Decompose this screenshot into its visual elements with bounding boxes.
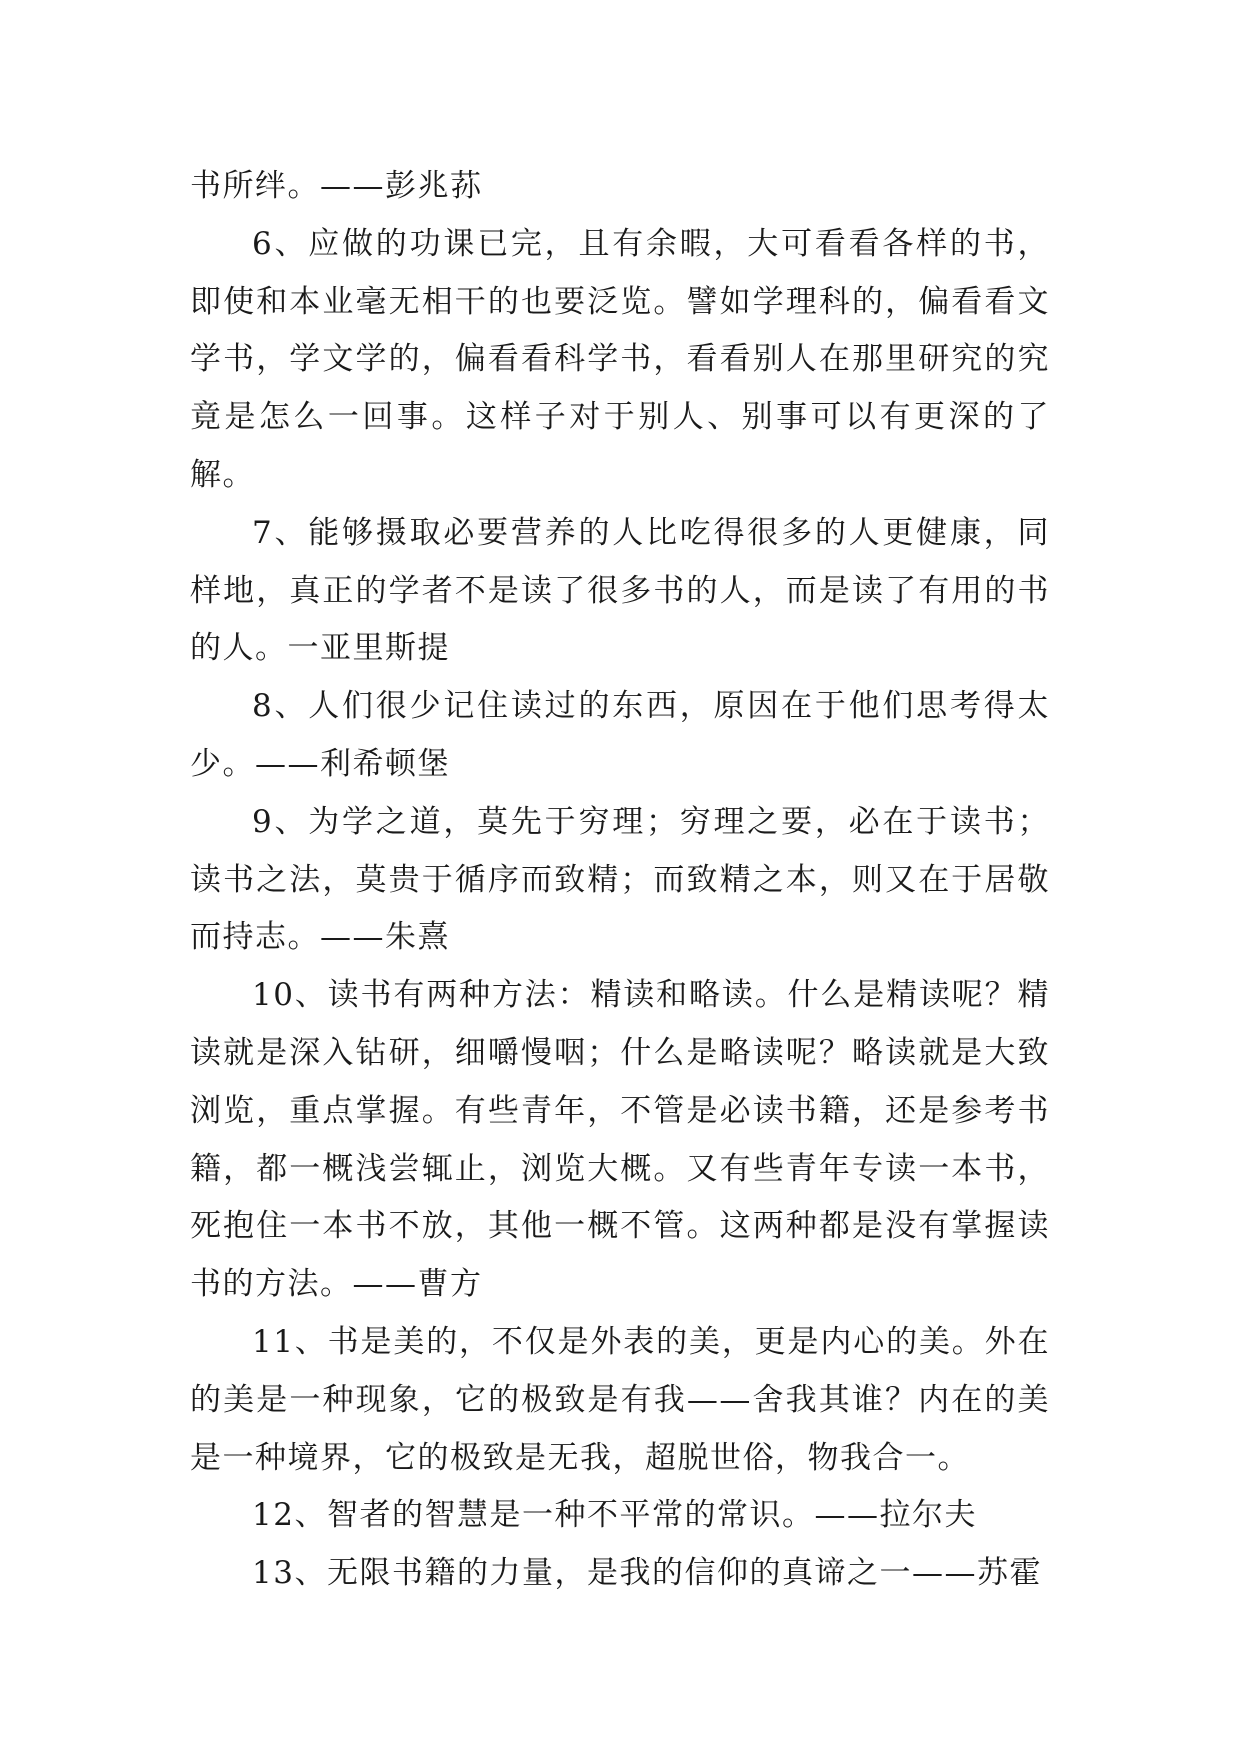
quote-8: 8、人们很少记住读过的东西，原因在于他们思考得太少。——利希顿堡 xyxy=(190,688,1050,782)
quote-7: 7、能够摄取必要营养的人比吃得很多的人更健康，同样地，真正的学者不是读了很多书的人，而是读了有用的书的人。一亚里斯提 xyxy=(190,514,1050,667)
quote-10: 10、读书有两种方法：精读和略读。什么是精读呢？精读就是深入钻研，细嚼慢咽；什么是略读呢？略读就是大致浏览，重点掌握。有些青年，不管是必读书籍，还是参考书籍，都一概浅尝辄止，浏览大概。又有些青年专读一本书，死抱住一本书不放，其他一概不管。这两种都是没有掌握读书的方法。——曹方 xyxy=(190,977,1050,1303)
paragraph-continuation: 书所绊。——彭兆荪 xyxy=(190,168,483,204)
quote-11: 11、书是美的，不仅是外表的美，更是内心的美。外在的美是一种现象，它的极致是有我——舍我其谁？内在的美是一种境界，它的极致是无我，超脱世俗，物我合一。 xyxy=(190,1323,1050,1476)
quote-12: 12、智者的智慧是一种不平常的常识。——拉尔夫 xyxy=(252,1497,977,1534)
body-text xyxy=(190,158,1050,1603)
quote-9: 9、为学之道，莫先于穷理；穷理之要，必在于读书；读书之法，莫贵于循序而致精；而致精之本，则又在于居敬而持志。——朱熹 xyxy=(190,803,1050,956)
quote-6: 6、应做的功课已完，且有余暇，大可看看各样的书，即使和本业毫无相干的也要泛览。譬如学理科的，偏看看文学书，学文学的，偏看看科学书，看看别人在那里研究的究竟是怎么一回事。这样子对于别人、别事可以有更深的了解。 xyxy=(190,225,1050,493)
quote-13: 13、无限书籍的力量，是我的信仰的真谛之一——苏霍 xyxy=(252,1555,1042,1592)
